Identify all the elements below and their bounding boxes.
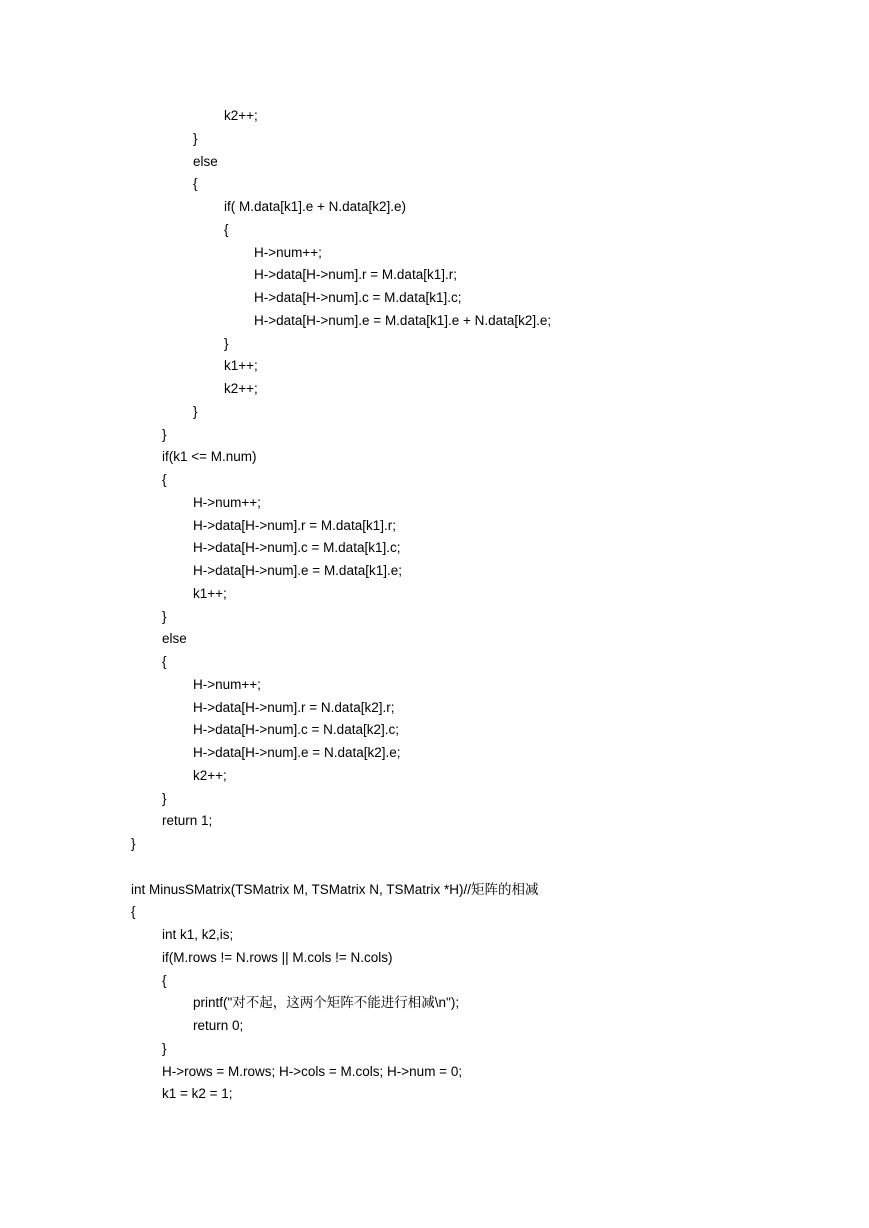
code-line: int MinusSMatrix(TSMatrix M, TSMatrix N, TSMatrix *H)//矩阵的相减	[131, 881, 539, 897]
code-line: }	[162, 790, 167, 806]
code-line: H->data[H->num].r = M.data[k1].r;	[254, 267, 457, 283]
code-line: if(k1 <= M.num)	[162, 449, 257, 465]
code-line: }	[131, 836, 136, 851]
code-line: }	[162, 1040, 167, 1056]
code-line: k1 = k2 = 1;	[162, 1086, 233, 1102]
code-line: }	[162, 608, 167, 624]
code-line: k2++;	[193, 767, 227, 783]
code-line: {	[193, 176, 198, 192]
code-line: }	[224, 335, 229, 351]
code-line: {	[224, 221, 229, 237]
code-line: H->data[H->num].c = N.data[k2].c;	[193, 722, 399, 738]
code-line: }	[162, 426, 167, 442]
code-line: H->data[H->num].r = M.data[k1].r;	[193, 517, 396, 533]
code-line: }	[193, 403, 198, 419]
code-line: H->num++;	[193, 676, 261, 692]
code-line: if(M.rows != N.rows || M.cols != N.cols)	[162, 949, 393, 965]
code-line: H->data[H->num].e = N.data[k2].e;	[193, 745, 401, 760]
code-line: k1++;	[193, 585, 227, 601]
code-line: }	[193, 130, 198, 146]
code-line: printf("对不起，这两个矩阵不能进行相减\n");	[193, 995, 460, 1011]
code-line: else	[193, 153, 218, 169]
code-line: {	[162, 654, 167, 669]
code-line: else	[162, 631, 187, 647]
code-line: return 0;	[193, 1018, 244, 1033]
code-line: k2++;	[224, 381, 258, 396]
code-line: H->num++;	[193, 494, 261, 510]
code-line: H->data[H->num].e = M.data[k1].e + N.data[k2].e;	[254, 312, 552, 328]
code-line: H->data[H->num].r = N.data[k2].r;	[193, 699, 395, 715]
code-line: {	[131, 904, 136, 920]
code-line: {	[162, 972, 167, 988]
code-line: {	[162, 472, 167, 487]
code-line: if( M.data[k1].e + N.data[k2].e)	[224, 199, 406, 214]
code-line: H->rows = M.rows; H->cols = M.cols; H->num = 0;	[162, 1063, 463, 1079]
code-line: int k1, k2,is;	[162, 927, 234, 942]
code-line: H->data[H->num].e = M.data[k1].e;	[193, 563, 402, 578]
code-line: H->num++;	[254, 244, 322, 260]
code-line: H->data[H->num].c = M.data[k1].c;	[193, 540, 401, 556]
code-line: k1++;	[224, 358, 258, 374]
code-line: return 1;	[162, 813, 213, 829]
code-line: H->data[H->num].c = M.data[k1].c;	[254, 290, 462, 305]
code-line: k2++;	[224, 108, 258, 123]
